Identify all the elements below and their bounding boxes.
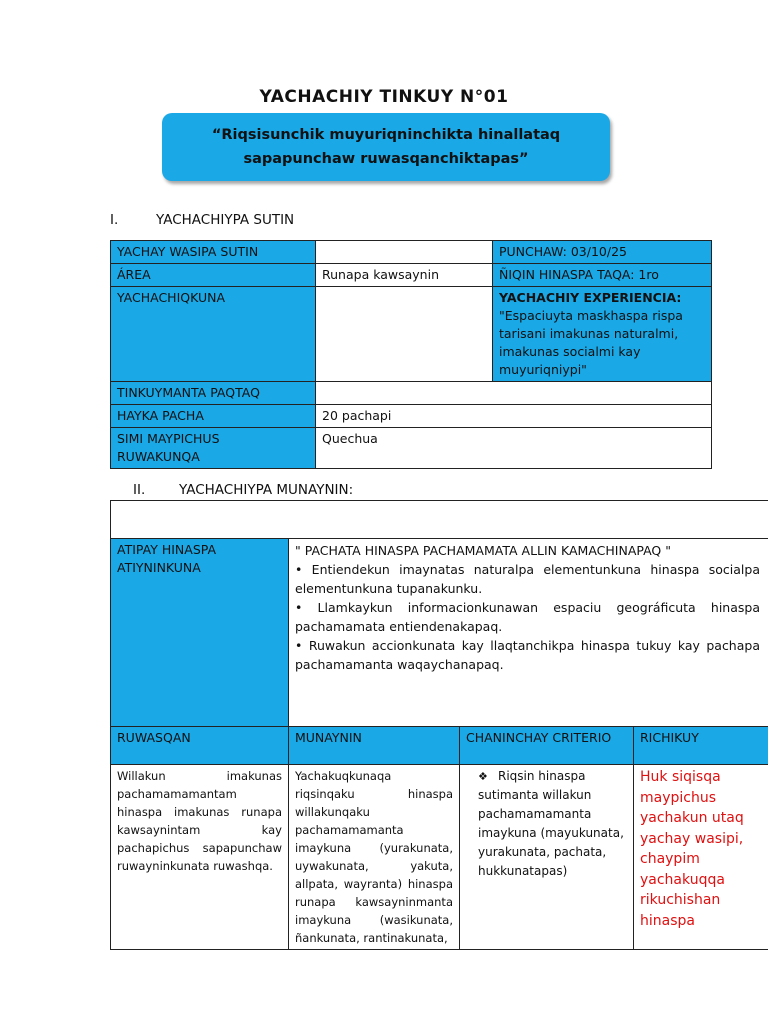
language-value: Quechua — [316, 428, 712, 469]
section-1-heading — [110, 212, 294, 228]
learnings-value — [316, 287, 493, 382]
experience-text: "Espaciuyta maskhaspa rispa tarisani imakunas naturalmi, imakunas socialmi kay muyuriqniypi" — [499, 308, 683, 377]
evidence-cell: Huk siqisqa maypichus yachakun utaq yachay wasipi, chaypim yachakuqqa rikuchishan hinaspa — [634, 765, 768, 950]
teacher-value — [316, 241, 493, 264]
purpose-label — [111, 539, 289, 727]
purpose-bullet-3: • Ruwakun accionkunata kay llaqtanchikpa hinaspa tukuy kay pachapa pachamamanta waqaychanapaq. — [295, 638, 760, 672]
date-cell: PUNCHAW: 03/10/25 — [493, 241, 712, 264]
section-1-number: I. — [110, 212, 119, 228]
area-value: Runapa kawsaynin — [316, 264, 493, 287]
purpose-table-header-row — [111, 501, 768, 539]
criterion-cell — [460, 765, 634, 950]
banner-line-1: “Riqsisunchik muyuriqninchikta hinallataq — [211, 127, 561, 143]
purpose-table — [110, 500, 768, 950]
header-competence: RUWASQAN — [111, 727, 289, 765]
learnings-label: YACHACHIQKUNA — [111, 287, 316, 382]
header-criterion: CHANINCHAY CRITERIO — [460, 727, 634, 765]
language-label — [111, 428, 316, 469]
purpose-content — [289, 539, 768, 727]
purpose-bullet-1: • Entiendekun imaynatas naturalpa elementunkuna hinaspa socialpa elementunkuna tupanakunku. — [295, 562, 760, 596]
header-evidence: RICHIKUY — [634, 727, 768, 765]
group-value — [316, 382, 712, 405]
section-2-number: II. — [133, 482, 146, 498]
desire-cell: Yachakuqkunaqa riqsinqaku hinaspa willakunqaku pachamamamanta imaykuna (yurakunata, uywakunata, yakuta, allpata, wayranta) hinaspa runapa kawsayninmanta imaykuna (wasikunata, ñankunata, rantinakunata, — [289, 765, 460, 950]
criterion-text: Riqsin hinaspa sutimanta willakun pachamamamanta imaykuna (mayukunata, yurakunata, pachata, hukkunatapas) — [478, 769, 624, 878]
purpose-heading: " PACHATA HINASPA PACHAMAMATA ALLIN KAMACHINAPAQ " — [295, 543, 671, 558]
teacher-label: YACHAY WASIPA SUTIN — [111, 241, 316, 264]
language-label-line-1: SIMI MAYPICHUS — [117, 431, 220, 446]
time-label: HAYKA PACHA — [111, 405, 316, 428]
competence-cell: Willakun imakunas pachamamamantam hinaspa imakunas runapa kawsaynintam kay pachapichus sapapunchaw ruwayninkunata ruwashqa. — [111, 765, 289, 950]
grade-cell: ÑIQIN HINASPA TAQA: 1ro — [493, 264, 712, 287]
purpose-label-line-1: ATIPAY HINASPA — [117, 542, 217, 557]
experience-label: YACHACHIY EXPERIENCIA: — [499, 290, 682, 305]
purpose-label-line-2: ATIYNINKUNA — [117, 560, 201, 575]
group-label: TINKUYMANTA PAQTAQ — [111, 382, 316, 405]
experience-cell — [493, 287, 712, 382]
area-label: ÁREA — [111, 264, 316, 287]
section-2-label: YACHACHIYPA MUNAYNIN: — [179, 482, 354, 498]
session-title-banner — [162, 113, 610, 181]
purpose-bullet-2: • Llamkaykun informacionkunawan espaciu geográficuta hinaspa pachamamata entiendenakapaq. — [295, 600, 760, 634]
document-title: YACHACHIY TINKUY N°01 — [259, 87, 509, 107]
section-2-heading — [133, 482, 353, 498]
language-label-line-2: RUWAKUNQA — [117, 449, 200, 464]
banner-line-2: sapapunchaw ruwasqanchiktapas” — [243, 151, 529, 167]
header-desire: MUNAYNIN — [289, 727, 460, 765]
section-1-label: YACHACHIYPA SUTIN — [156, 212, 295, 228]
diamond-bullet-icon: ❖ — [478, 770, 488, 783]
criterion-item — [466, 767, 627, 881]
info-table — [110, 240, 712, 469]
time-value: 20 pachapi — [316, 405, 712, 428]
